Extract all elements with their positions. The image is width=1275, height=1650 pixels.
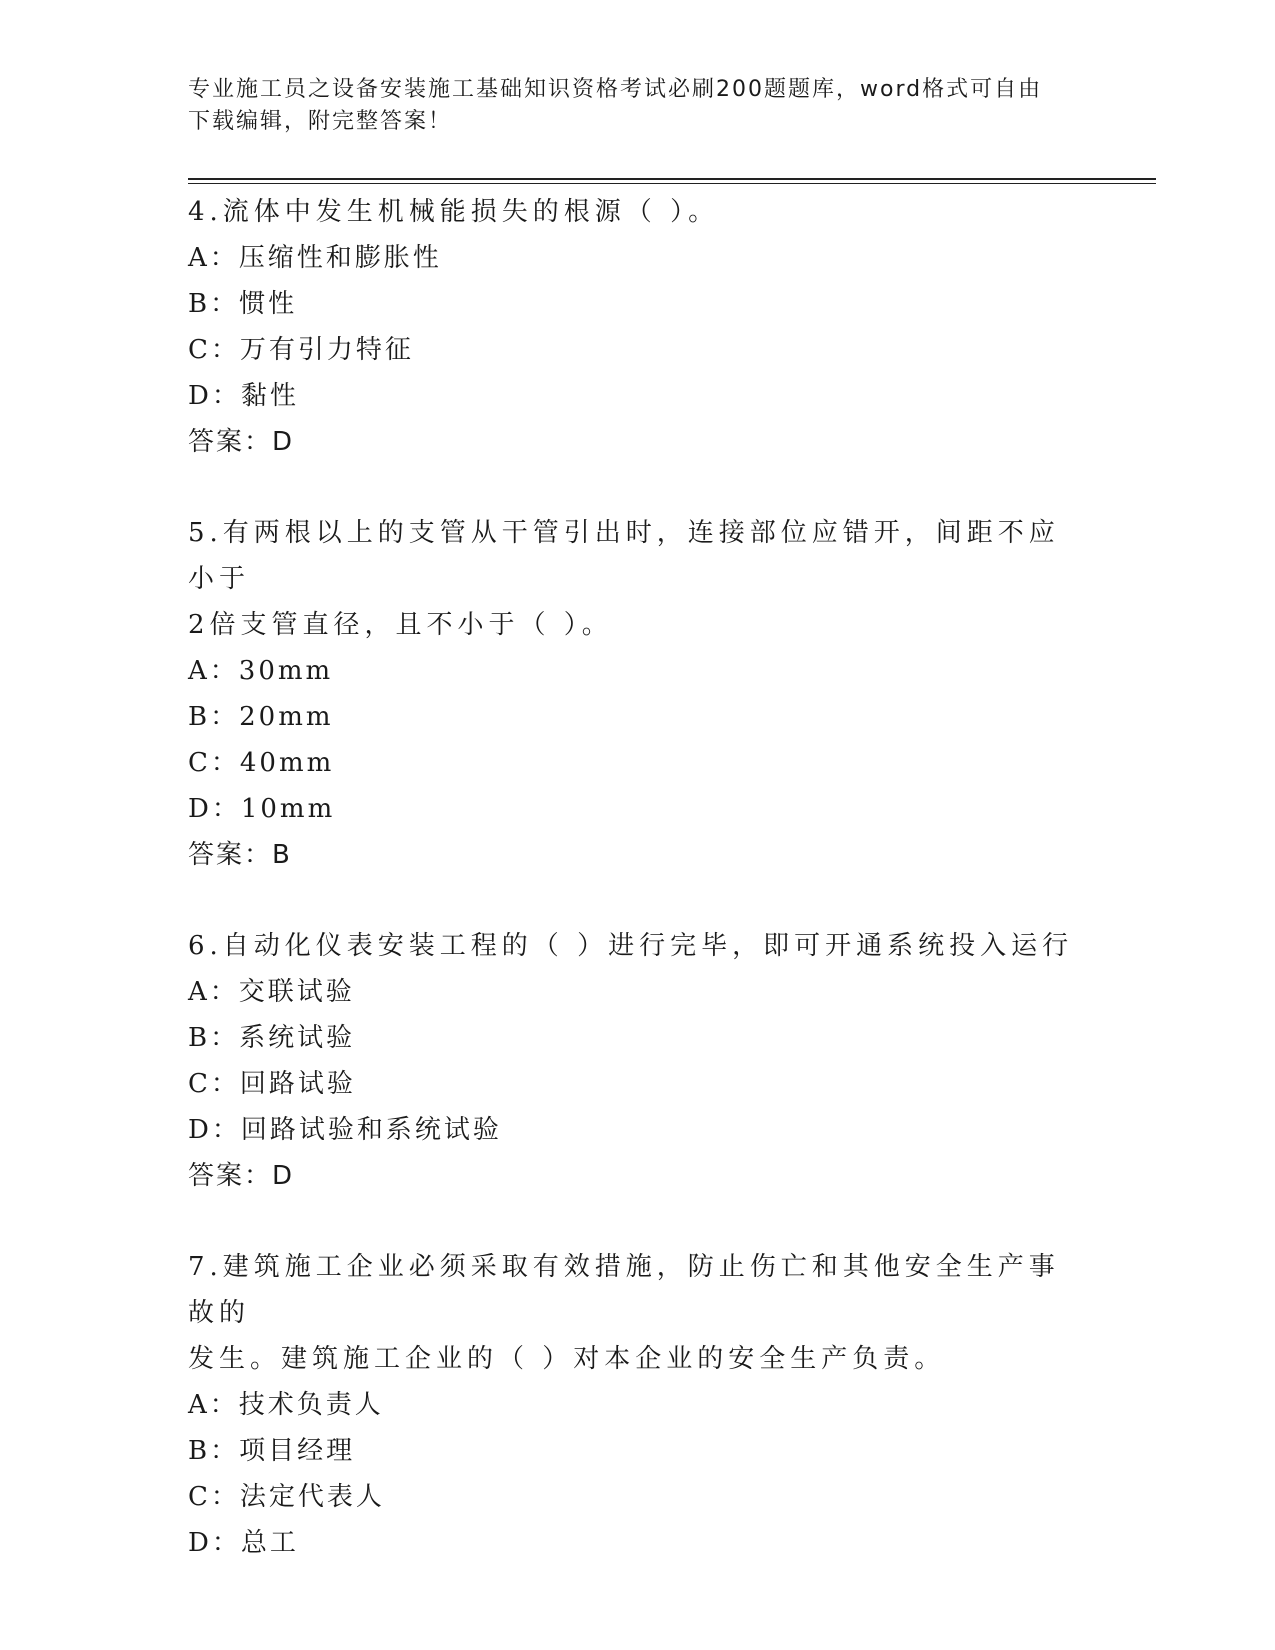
option-b: B：20mm [188, 702, 334, 732]
answer-line: 答案：D [188, 427, 295, 457]
option-a: A：30mm [188, 656, 334, 686]
question-stem-line-2: 2倍支管直径，且不小于（ ）。 [188, 610, 613, 640]
option-b: B：系统试验 [188, 1023, 356, 1053]
option-d: D：回路试验和系统试验 [188, 1115, 502, 1145]
question-stem-line-1: 7.建筑施工企业必须采取有效措施，防止伤亡和其他安全生产事故的 [188, 1252, 1060, 1328]
document-header [188, 74, 1088, 138]
option-d: D：总工 [188, 1528, 299, 1558]
option-a: A：压缩性和膨胀性 [188, 243, 442, 273]
header-divider-thick [188, 178, 1156, 180]
question-stem: 6.自动化仪表安装工程的（ ）进行完毕，即可开通系统投入运行 [188, 931, 1074, 961]
header-divider-thin [188, 183, 1156, 184]
question-5 [188, 510, 1088, 878]
question-4 [188, 189, 1088, 465]
option-d: D：10mm [188, 794, 336, 824]
option-b: B：惯性 [188, 289, 298, 319]
option-c: C：万有引力特征 [188, 335, 414, 365]
option-b: B：项目经理 [188, 1436, 356, 1466]
question-7 [188, 1244, 1088, 1566]
question-list [188, 189, 1088, 1611]
header-line-1: 专业施工员之设备安装施工基础知识资格考试必刷200题题库，word格式可自由 [188, 77, 1043, 102]
question-stem: 4.流体中发生机械能损失的根源（ ）。 [188, 197, 720, 227]
header-line-2: 下载编辑，附完整答案！ [188, 109, 453, 134]
answer-line: 答案：B [188, 840, 292, 870]
option-a: A：交联试验 [188, 977, 355, 1007]
option-a: A：技术负责人 [188, 1390, 384, 1420]
question-6 [188, 923, 1088, 1199]
option-d: D：黏性 [188, 381, 299, 411]
option-c: C：法定代表人 [188, 1482, 385, 1512]
question-stem-line-1: 5.有两根以上的支管从干管引出时，连接部位应错开，间距不应小于 [188, 518, 1060, 594]
question-stem-line-2: 发生。建筑施工企业的（ ）对本企业的安全生产负责。 [188, 1344, 946, 1374]
option-c: C：40mm [188, 748, 335, 778]
answer-line: 答案：D [188, 1161, 295, 1191]
option-c: C：回路试验 [188, 1069, 356, 1099]
